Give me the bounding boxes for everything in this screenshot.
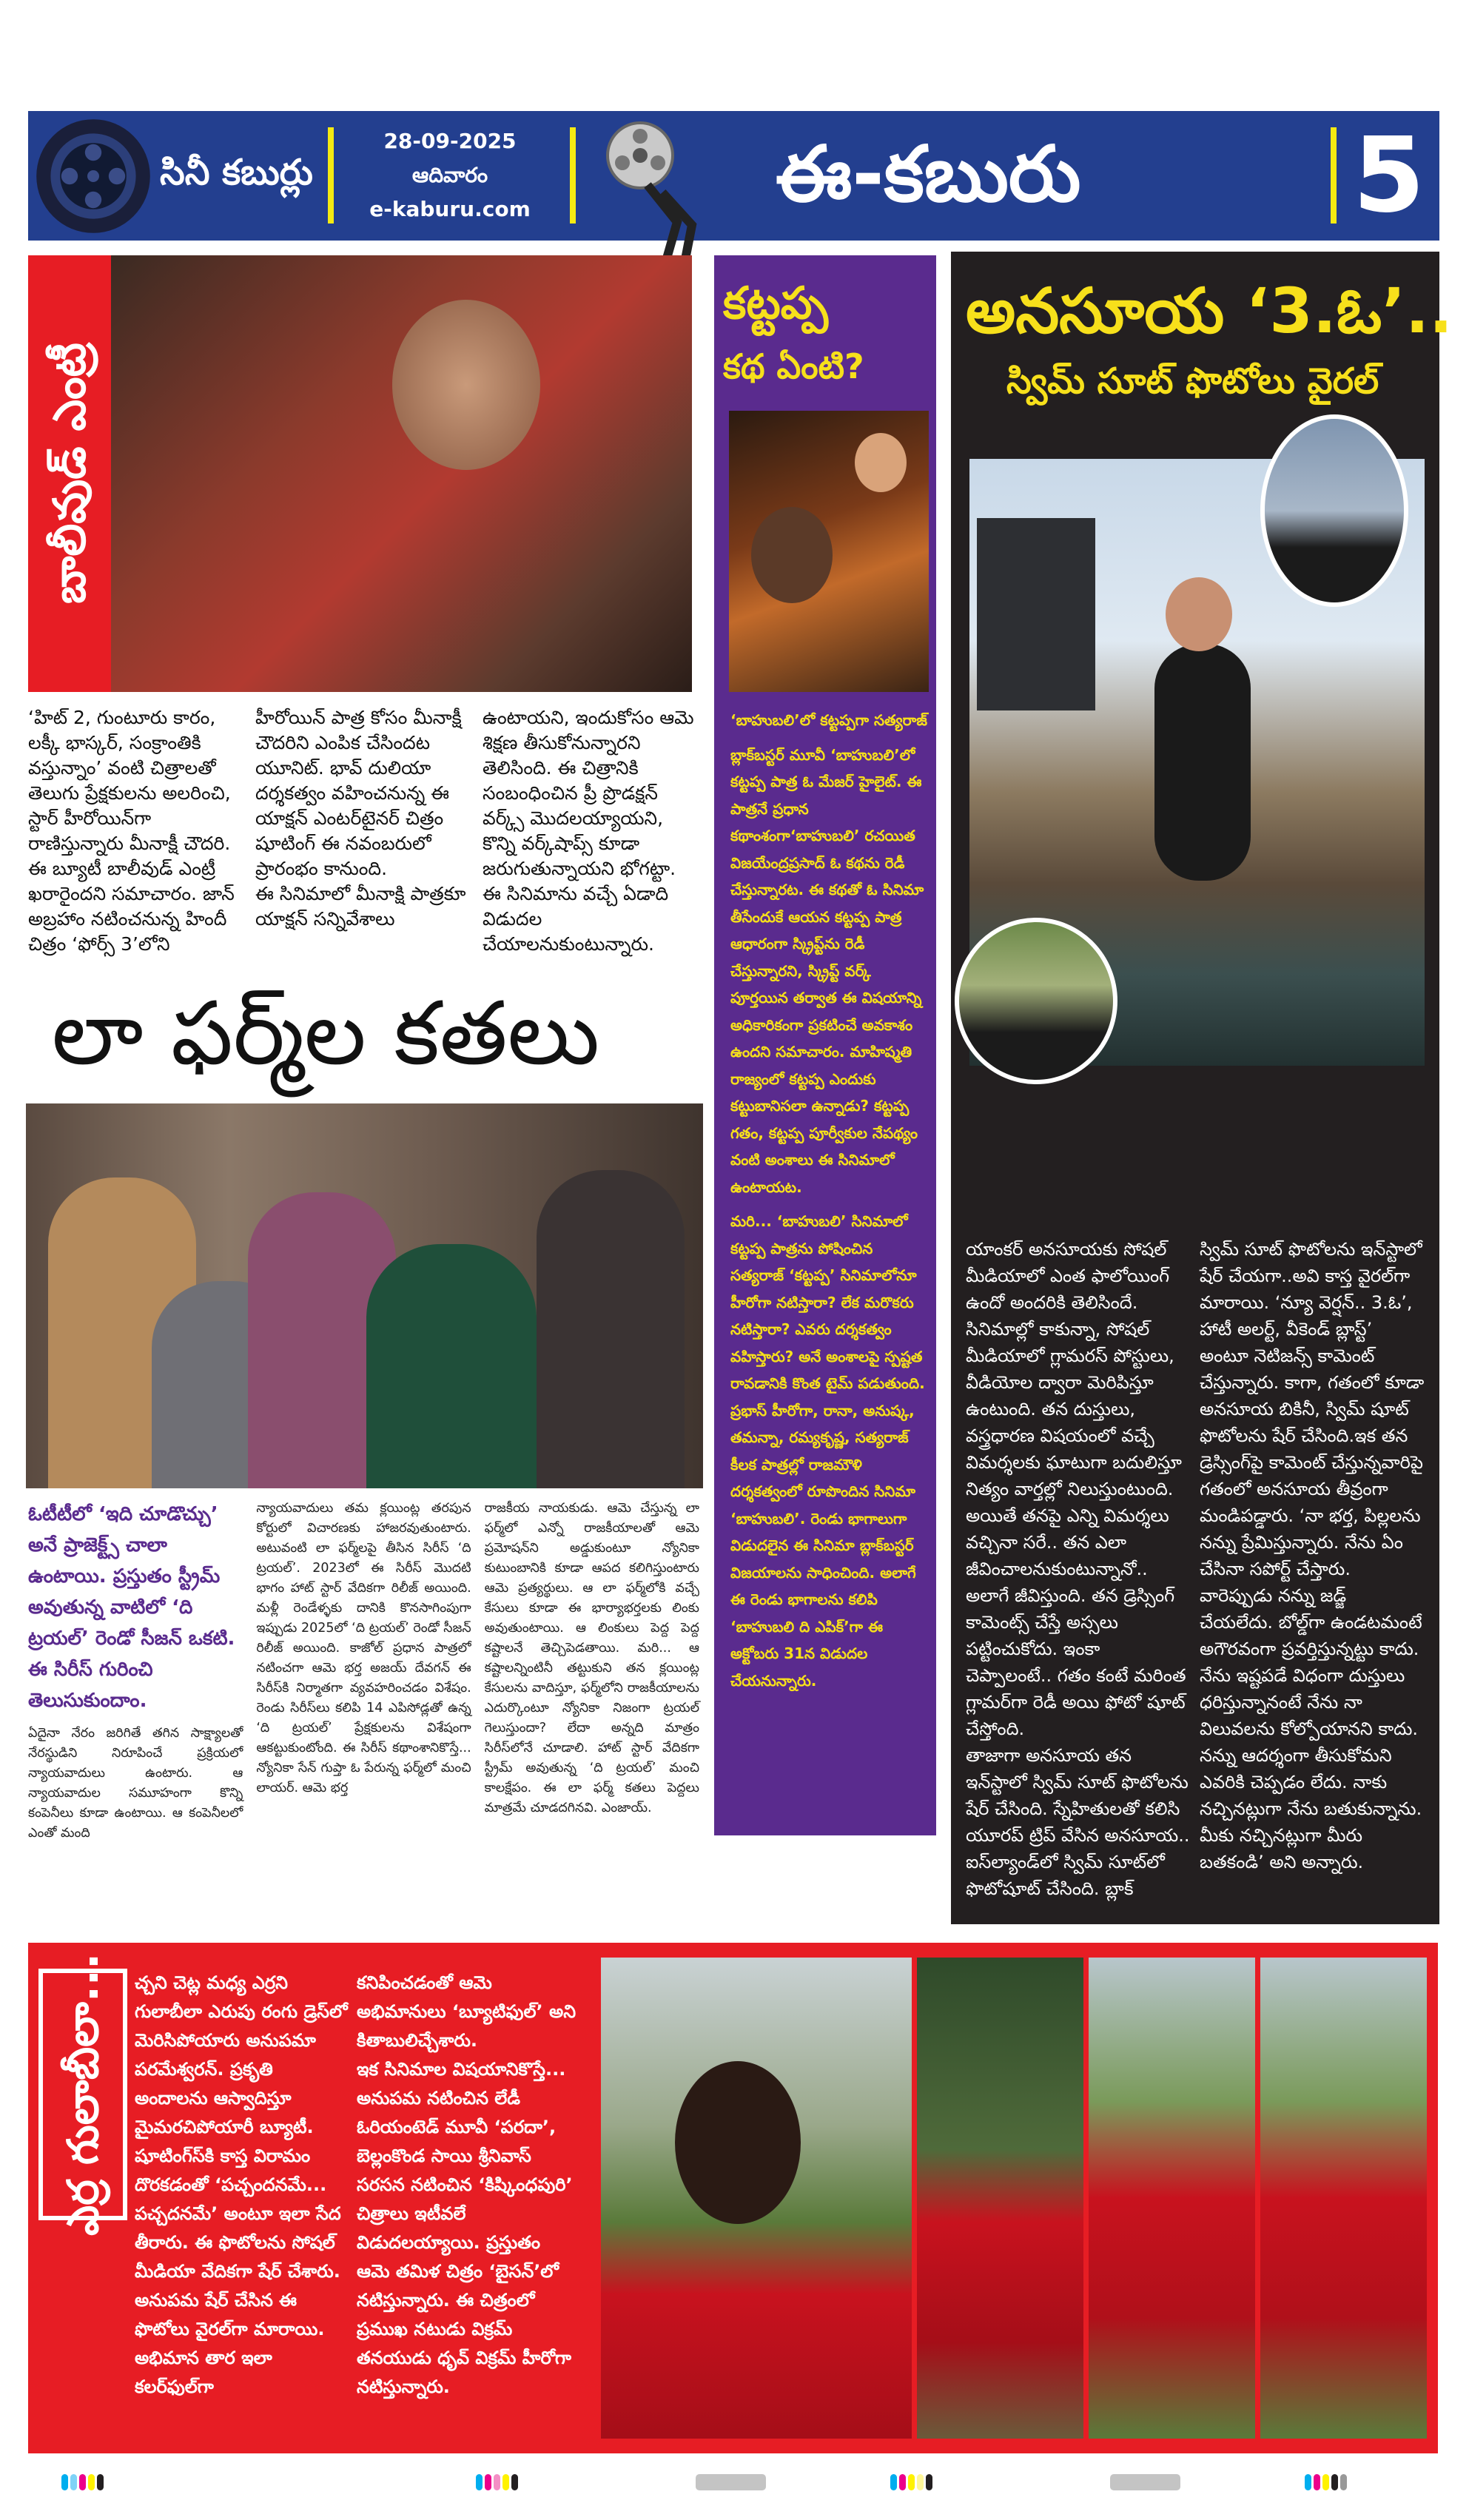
masthead-title: ఈ-కబురు [776, 129, 1081, 219]
registration-mark [485, 2474, 491, 2490]
page-number: 5 [1353, 115, 1425, 236]
date-block [339, 124, 561, 226]
kattappa-headline-1: కట్టప్ప [723, 278, 829, 329]
law-firm-first-column [28, 1499, 243, 1844]
registration-mark [1110, 2474, 1180, 2490]
issue-date: 28-09-2025 [383, 129, 517, 153]
bollywood-column-3: ఉంటాయని, ఇందుకోసం ఆమె శిక్షణ తీసుకోనున్నారని తెలిసింది. ఈ చిత్రానికి సంబంధించిన ప్రీ ప్రొడక్షన్ వర్క్స్ మొదలయ్యాయని, కొన్ని వర్క్‌షాప్స్ కూడా జరుగుతున్నాయని భోగట్టా. ఈ సినిమాను వచ్చే ఏడాది విడుదల చేయాలనుకుంటున్నారు. [483, 707, 694, 955]
registration-mark [890, 2474, 897, 2490]
anasuya-subheadline: స్విమ్ సూట్ ఫొటోలు వైరల్ [1006, 360, 1379, 402]
registration-mark [908, 2474, 915, 2490]
law-firm-headline: లా ఫర్మ్‌ల కతలు [52, 982, 600, 1084]
divider [570, 127, 576, 224]
section-label-red-rose: ఎర్ర గులాబీలా... [38, 1969, 127, 2220]
law-firm-column-1: ఏదైనా నేరం జరిగితే తగిన సాక్ష్యాలతో నేరస్థుడిని నిరూపించే ప్రక్రియలో న్యాయవాదులు ఉంటారు. ఆ న్యాయవాదుల సమూహంగా కొన్ని కంపెనీలు కూడా ఉంటాయి. ఆ కంపెనీలలో ఎంతో మంది [28, 1726, 243, 1841]
registration-mark [511, 2474, 518, 2490]
anupama-photo-4 [1260, 1958, 1427, 2439]
registration-mark [696, 2474, 766, 2490]
registration-mark [1314, 2474, 1320, 2490]
section-brand: సినీ కబుర్లు [160, 152, 313, 193]
divider [1331, 127, 1337, 224]
website-link[interactable]: e-kaburu.com [369, 197, 531, 221]
divider [328, 127, 334, 224]
law-firm-text [28, 1499, 699, 1844]
registration-mark [502, 2474, 509, 2490]
bollywood-column-1: ‘హిట్ 2, గుంటూరు కారం, లక్కీ భాస్కర్, సంక్రాంతికి వస్తున్నాం’ వంటి చిత్రాలతో తెలుగు ప్రేక్షకులను అలరించి, స్టార్ హీరోయిన్‌గా రాణిస్తున్నారు మీనాక్షీ చౌదరి. ఈ బ్యూటీ బాలీవుడ్ ఎంట్రీ ఖరారైందని సమాచారం. జాన్ అబ్రహాం నటించనున్న హిందీ చిత్రం ‘ఫోర్స్ 3’లోని [28, 707, 235, 955]
meenakshi-photo [111, 255, 692, 692]
anupama-photo-3 [1089, 1958, 1255, 2439]
red-rose-story [28, 1943, 1438, 2453]
registration-mark [88, 2474, 95, 2490]
registration-mark [1331, 2474, 1338, 2490]
kattappa-headline-2: కథ ఏంటి? [723, 346, 864, 386]
anasuya-text [966, 1236, 1425, 1902]
kattappa-subhead: ‘బాహుబలి’లో కట్టప్పగా సత్యరాజ్ [730, 711, 928, 729]
registration-mark [926, 2474, 932, 2490]
red-rose-photos [601, 1958, 1427, 2439]
registration-mark [1340, 2474, 1347, 2490]
anasuya-inset-photo-top [1260, 414, 1408, 607]
registration-mark [1305, 2474, 1311, 2490]
anasuya-photo-area [966, 414, 1425, 1236]
registration-mark [494, 2474, 500, 2490]
registration-mark [70, 2474, 77, 2490]
bollywood-column-2: హీరోయిన్ పాత్ర కోసం మీనాక్షీ చౌదరిని ఎంపిక చేసిందట యూనిట్. భావ్ దులియా దర్శకత్వం వహించనున్న ఈ యాక్షన్ ఎంటర్‌టైనర్ చిత్రం షూటింగ్ ఈ నవంబరులో ప్రారంభం కానుంది. ఈ సినిమాలో మీనాక్షి పాత్రకూ యాక్షన్ సన్నివేశాలు [255, 707, 466, 930]
kattappa-story [714, 255, 936, 1835]
lower-section [28, 1943, 1438, 2490]
anasuya-headline: అనసూయ ‘3.ఓ’.. [966, 275, 1453, 347]
bollywood-top [28, 255, 699, 692]
registration-mark [61, 2474, 68, 2490]
red-rose-label-wrap [38, 1953, 127, 2439]
law-firm-teaser: ఓటీటీలో ‘ఇది చూడొచ్చు’ అనే ప్రాజెక్ట్స్ చాలా ఉంటాయి. ప్రస్తుతం స్ట్రీమ్ అవుతున్న వాటిలో ‘ది ట్రయల్’ రెండో సీజన్ ఒకటి. ఈ సిరీస్ గురించి తెలుసుకుందాం. [28, 1503, 235, 1712]
registration-mark [899, 2474, 906, 2490]
law-firm-column-2: న్యాయవాదులు తమ క్లయింట్ల తరపున కోర్టులో విచారణకు హాజరవుతుంటారు. అటువంటి లా ఫర్మ్‌లపై తీసిన సిరీస్ ‘ది ట్రయల్’. 2023లో ఈ సిరీస్ మొదటి భాగం హాట్ స్టార్ వేదికగా రిలీజ్ అయింది. మళ్లీ రెండేళ్ళకు దానికి కొనసాగింపుగా ఇప్పుడు 2025లో ‘ది ట్రయల్’ రెండో సీజన్ రిలీజ్ అయింది. కాజోల్ ప్రధాన పాత్రలో నటించగా ఆమె భర్త అజయ్ దేవగన్ ఈ సిరీస్‌కి నిర్మాతగా వ్యవహరించడం విశేషం. రెండు సిరీస్‌లు కలిపి 14 ఎపిసోడ్లతో ఉన్న ‘ది ట్రయల్’ ప్రేక్షకులను విశేషంగా ఆకట్టుకుంటోంది. ఈ సిరీస్ కథాంశానికొస్తే... న్యోనికా సేన్ గుప్తా ఓ పేరున్న ఫర్మ్‌లో మంచి లాయర్. ఆమె భర్త [256, 1501, 471, 1795]
anasuya-column-2: స్విమ్ సూట్ ఫొటోలను ఇన్‌స్టాలో షేర్ చేయగా..అవి కాస్త వైరల్‌గా మారాయి. ‘న్యూ వెర్షన్.. 3.ఓ’, హాటీ అలర్ట్, వీకెండ్ బ్లాస్ట్’ అంటూ నెటిజన్స్ కామెంట్ చేస్తున్నారు. కాగా, గతంలో కూడా అనసూయ బికినీ, స్విమ్ షూట్ ఫొటోలను షేర్ చేసింది.ఇక తన డ్రెస్సింగ్‌పై కామెంట్ చేస్తున్నవారిపై గతంలో అనసూయ తీవ్రంగా మండిపడ్డారు. ‘నా భర్త, పిల్లలను నన్ను ప్రేమిస్తున్నారు. నేను ఏం చేసినా సపోర్ట్ చేస్తారు. వారెప్పుడు నన్ను జడ్జ్ చేయలేదు. బోల్డ్‌గా ఉండటమంటే అగౌరవంగా ప్రవర్తిస్తున్నట్టు కాదు. నేను ఇష్టపడే విధంగా దుస్తులు ధరిస్తున్నానంటే నేను నా విలువలను కోల్పోయానని కాదు. నన్ను ఆదర్శంగా తీసుకోమని ఎవరికి చెప్పడం లేదు. నాకు నచ్చినట్లుగా నేను బతుకున్నాను. మీకు నచ్చినట్లుగా మీరు బతకండి’ అని అన్నారు. [1200, 1239, 1425, 1872]
registration-mark [476, 2474, 483, 2490]
registration-mark [1322, 2474, 1329, 2490]
kattappa-paragraph-1: బ్లాక్‌బస్టర్ మూవీ ‘బాహుబలి’లో కట్టప్ప పాత్ర ఓ మేజర్ హైలైట్. ఈ పాత్రనే ప్రధాన కథాంశంగా‘బాహుబలి’ రచయిత విజయేంద్రప్రసాద్ ఓ కథను రెడీ చేస్తున్నారట. ఈ కథతో ఓ సినిమా తీసేందుకే ఆయన కట్టప్ప పాత్ర ఆధారంగా స్క్రిప్ట్‌ను రెడీ చేస్తున్నారని, స్క్రిప్ట్ వర్క్ పూర్తయిన తర్వాత ఈ విషయాన్ని అధికారికంగా ప్రకటించే అవకాశం ఉందని సమాచారం. మాహిష్మతి రాజ్యంలో కట్టప్ప ఎందుకు కట్టుబానిసలా ఉన్నాడు? కట్టప్ప గతం, కట్టప్ప పూర్వీకుల నేపథ్యం వంటి అంశాలు ఈ సినిమాలో ఉంటాయట. [730, 745, 924, 1196]
anupama-photo-2 [917, 1958, 1083, 2439]
registration-mark [79, 2474, 86, 2490]
section-label-bollywood: బాలీవుడ్ ఎంట్రీ [28, 255, 111, 692]
weekday: ఆదివారం [411, 163, 488, 187]
kattappa-paragraph-2: మరి... ‘బాహుబలి’ సినిమాలో కట్టప్ప పాత్రను పోషించిన సత్యరాజ్ ‘కట్టప్ప’ సినిమాలోనూ హీరోగా నటిస్తారా? లేక మరొకరు నటిస్తారా? ఎవరు దర్శకత్వం వహిస్తారు? అనే అంశాలపై స్పష్టత రావడానికి కొంత టైమ్ పడుతుంది. ప్రభాస్ హీరోగా, రానా, అనుష్క, తమన్నా, రమ్యకృష్ణ, సత్యరాజ్ కీలక పాత్రల్లో రాజమౌళి దర్శకత్వంలో రూపొందిన సినిమా ‘బాహుబలి’. రెండు భాగాలుగా విడుదలైన ఈ సినిమా బ్లాక్‌బస్టర్ విజయాలను సాధించింది. అలాగే ఈ రెండు భాగాలను కలిపి ‘బాహుబలి ది ఎపిక్’గా ఈ అక్టోబరు 31న విడుదల చేయనున్నారు. [730, 1212, 925, 1690]
registration-mark [917, 2474, 924, 2490]
print-registration-marks [28, 2474, 1438, 2490]
kattappa-photo [729, 411, 929, 692]
the-trial-cast-photo [26, 1103, 703, 1488]
film-reel-logo-icon [34, 117, 152, 235]
anasuya-inset-photo-bottom [955, 918, 1117, 1084]
bollywood-text [28, 705, 699, 957]
red-rose-column-2: కనిపించడంతో ఆమె అభిమానులు ‘బ్యూటిఫుల్’ అని కితాబులిచ్చేశారు. ఇక సినిమాల విషయానికొస్తే... అనుపమ నటించిన లేడీ ఓరియంటెడ్ మూవీ ‘పరదా’, బెల్లంకొండ సాయి శ్రీనివాస్ సరసన నటించిన ‘కిష్కింధపురి’ చిత్రాలు ఇటీవలే విడుదలయ్యాయి. ప్రస్తుతం ఆమె తమిళ చిత్రం ‘బైసన్’లో నటిస్తున్నారు. ఈ చిత్రంలో ప్రముఖ నటుడు విక్రమ్ తనయుడు ధృవ్ విక్రమ్ హీరోగా నటిస్తున్నారు. [357, 1972, 576, 2397]
anasuya-story [951, 252, 1453, 1924]
red-rose-column-1: చ్చని చెట్ల మధ్య ఎర్రని గులాబీలా ఎరుపు రంగు డ్రెస్‌లో మెరిసిపోయారు అనుపమా పరమేశ్వరన్. ప్రకృతి అందాలను ఆస్వాదిస్తూ మైమరచిపోయారీ బ్యూటీ. షూటింగ్‌స్‌కి కాస్త విరామం దొరకడంతో ‘పచ్చందనమే... పచ్చదనమే’ అంటూ ఇలా సేద తీరారు. ఈ ఫొటోలను సోషల్ మీడియా వేదికగా షేర్ చేశారు. అనుపమ షేర్ చేసిన ఈ ఫొటోలు వైరల్‌గా మారాయి. అభిమాన తార ఇలా కలర్‌ఫుల్‌గా [135, 1972, 348, 2397]
law-firm-column-3: రాజకీయ నాయకుడు. ఆమె చేస్తున్న లా ఫర్మ్‌లో ఎన్నో రాజకీయాలతో ఆమె ప్రమోషన్‌ని అడ్డుకుంటూ న్యోనికా కుటుంబానికి కూడా ఆపద కలిగిస్తుంటారు ఆమె ప్రత్యర్థులు. ఆ లా ఫర్మ్‌లోకి వచ్చే కేసులు కూడా ఈ భార్యాభర్తలకు లింకు అవుతుంటాయి. ఆ లింకులు పెద్ద పెద్ద కష్టాలనే తెచ్చిపెడతాయి. మరి... ఆ కష్టాలన్నింటినీ తట్టుకుని తన క్లయింట్ల కేసులను వాదిస్తూ, ఫర్మ్‌లోని రాజకీయాలను ఎదుర్కొంటూ న్యోనికా నిజంగా ట్రయల్ గెలుస్తుందా? లేదా అన్నది మాత్రం సిరీస్‌లోనే చూడాలి. హాట్ స్టార్ వేదికగా స్ట్రీమ్ అవుతున్న ‘ది ట్రయల్’ మంచి కాలక్షేపం. ఈ లా ఫర్మ్ కతలు పెద్దలు మాత్రమే చూడదగినవి. ఎంజాయ్. [484, 1501, 699, 1815]
registration-mark [97, 2474, 104, 2490]
anasuya-column-1: యాంకర్ అనసూయకు సోషల్ మీడియాలో ఎంత ఫాలోయింగ్ ఉందో అందరికి తెలిసిందే. సినిమాల్లో కాకున్నా, సోషల్ మీడియాలో గ్లామరస్ పోస్టులు, వీడియోల ద్వారా మెరిపిస్తూ ఉంటుంది. తన దుస్తులు, వస్త్రధారణ విషయంలో వచ్చే విమర్శలకు ఘాటుగా బదులిస్తూ నిత్యం వార్తల్లో నిలుస్తుంటుంది. అయితే తనపై ఎన్ని విమర్శలు వచ్చినా సరే.. తన ఎలా జీవించాలనుకుంటున్నానో.. అలాగే జీవిస్తుంది. తన డ్రెస్సింగ్ కామెంట్స్ చేస్తే అస్సలు పట్టించుకోదు. ఇంకా చెప్పాలంటే.. గతం కంటే మరింత గ్లామర్‌గా రెడీ అయి ఫోటో షూట్ చేస్తోంది. తాజాగా అనసూయ తన ఇన్‌స్టాలో స్విమ్ సూట్ ఫొటోలను షేర్ చేసింది. స్నేహితులతో కలిసి యూరప్ ట్రిప్ వేసిన అనసూయ.. ఐస్‌ల్యాండ్‌లో స్విమ్ సూట్‌లో ఫొటోషూట్ చేసింది. బ్లాక్ [966, 1239, 1190, 1899]
left-column [28, 255, 699, 1844]
anupama-photo-1 [601, 1958, 912, 2439]
